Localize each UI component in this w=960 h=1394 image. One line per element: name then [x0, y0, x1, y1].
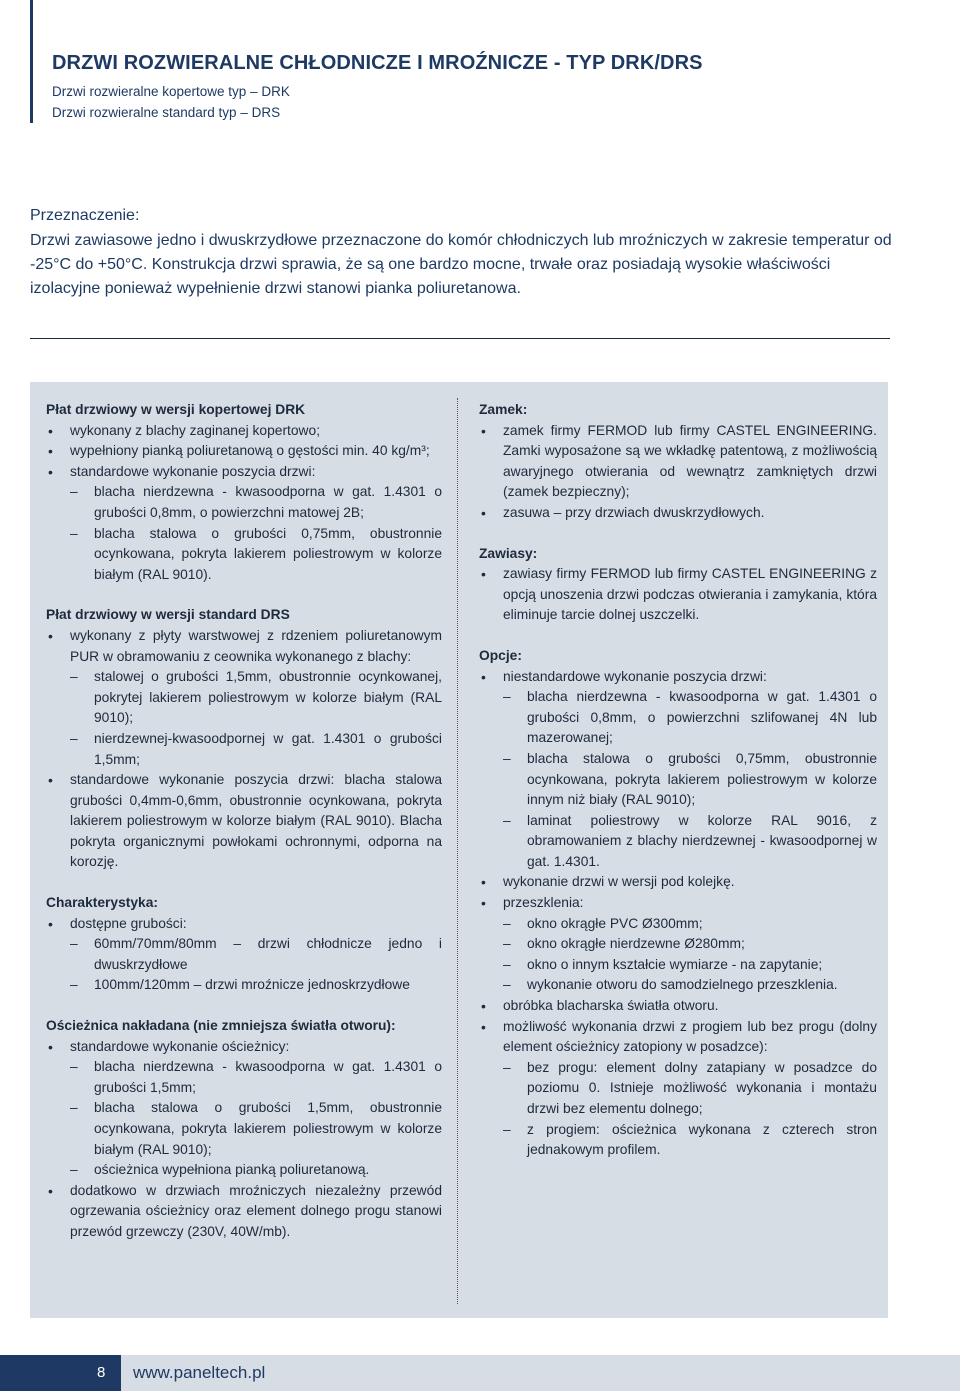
list-lock: [479, 421, 877, 524]
list-item: • niestandardowe wykonanie poszycia drzwi:: [479, 667, 877, 688]
section-title-lock: Zamek:: [479, 402, 528, 417]
list-subitem: – stalowej o grubości 1,5mm, obustronnie ocynkowanej, pokrytej lakierem poliestrowym w kolorze białym (RAL 9010);: [46, 667, 442, 729]
list-subitem: – blacha stalowa o grubości 0,75mm, obustronnie ocynkowana, pokryta lakierem poliestrowym w kolorze białym (RAL 9010).: [46, 524, 442, 586]
horizontal-divider: [30, 338, 890, 339]
website-url[interactable]: www.paneltech.pl: [133, 1363, 266, 1382]
list-subitem: – blacha nierdzewna - kwasoodporna w gat. 1.4301 o grubości 1,5mm;: [46, 1057, 442, 1098]
list-item: • standardowe wykonanie poszycia drzwi: blacha stalowa grubości 0,4mm-0,6mm, obustronnie ocynkowana, pokryta lakierem poliestrowym w kolorze białym (RAL 9010). Blacha pokryta organicznymi powłokami ochronnymi, odporna na korozję.: [46, 770, 442, 873]
list-subitem: – wykonanie otworu do samodzielnego przeszklenia.: [479, 975, 877, 996]
list-item: • obróbka blacharska światła otworu.: [479, 996, 877, 1017]
section-title-hinges: Zawiasy:: [479, 545, 538, 561]
list-subitem: – okno okrągłe PVC Ø300mm;: [479, 914, 877, 935]
list-subitem: – bez progu: element dolny zatapiany w posadzce do poziomu 0. Istnieje możliwość wykonania i montażu drzwi bez elementu dolnego;: [479, 1058, 877, 1120]
list-subitem: – okno okrągłe nierdzewne Ø280mm;: [479, 934, 877, 955]
list-subitem: – blacha stalowa o grubości 1,5mm, obustronnie ocynkowana, pokryta lakierem poliestrowym w kolorze białym (RAL 9010);: [46, 1098, 442, 1160]
section-title-options: Opcje:: [479, 647, 522, 663]
list-subitem: – blacha nierdzewna - kwasoodporna w gat. 1.4301 o grubości 0,8mm, o powierzchni matowej 2B;: [46, 482, 442, 523]
list-item: • dostępne grubości:: [46, 914, 442, 935]
left-column: [46, 400, 442, 1243]
list-subitem: – blacha stalowa o grubości 0,75mm, obustronnie ocynkowana, pokryta lakierem poliestrowym w kolorze innym niż biały (RAL 9010);: [479, 749, 877, 811]
list-subitem: – nierdzewnej-kwasoodpornej w gat. 1.4301 o grubości 1,5mm;: [46, 729, 442, 770]
column-divider: [457, 398, 458, 1304]
subtitle-drk: Drzwi rozwieralne kopertowe typ – DRK: [52, 84, 290, 99]
list-subitem: – 100mm/120mm – drzwi mroźnicze jednoskrzydłowe: [46, 975, 442, 996]
list-options: [479, 667, 877, 1161]
list-item: • możliwość wykonania drzwi z progiem lub bez progu (dolny element ościeżnicy zatopiony w posadzce):: [479, 1017, 877, 1058]
list-item: • zawiasy firmy FERMOD lub firmy CASTEL ENGINEERING z opcją unoszenia drzwi podczas otwierania i zamykania, która eliminuje tarcie dolnej uszczelki.: [479, 564, 877, 626]
right-column: [479, 400, 877, 1161]
list-subitem: – blacha nierdzewna - kwasoodporna w gat. 1.4301 o grubości 0,8mm, o powierzchni szlifowanej 4N lub mazerowanej;: [479, 687, 877, 749]
list-item: • zamek firmy FERMOD lub firmy CASTEL ENGINEERING. Zamki wyposażone są we wkładkę patentową, z możliwością awaryjnego otwierania od wewnątrz zamkniętych drzwi (zamek bezpieczny);: [479, 421, 877, 503]
intro-text: Drzwi zawiasowe jedno i dwuskrzydłowe przeznaczone do komór chłodniczych lub mroźniczych w zakresie temperatur od -25°C do +50°C. Konstrukcja drzwi sprawia, że są one bardzo mocne, trwałe oraz posiadają wysokie właściwości izolacyjne ponieważ wypełnienie drzwi stanowi pianka poliuretanowa.: [30, 232, 892, 297]
list-subitem: – 60mm/70mm/80mm – drzwi chłodnicze jedno i dwuskrzydłowe: [46, 934, 442, 975]
section-title-characteristics: Charakterystyka:: [46, 895, 158, 911]
list-item: • wypełniony pianką poliuretanową o gęstości min. 40 kg/m³;: [46, 441, 442, 462]
intro-section: [30, 205, 892, 301]
list-subitem: – z progiem: ościeżnica wykonana z czterech stron jednakowym profilem.: [479, 1120, 877, 1161]
intro-label: Przeznaczenie:: [30, 207, 140, 224]
list-drs: [46, 626, 442, 873]
list-characteristics: [46, 914, 442, 996]
list-item: • wykonany z płyty warstwowej z rdzeniem poliuretanowym PUR w obramowaniu z ceownika wykonanego z blachy:: [46, 626, 442, 667]
list-item: • dodatkowo w drzwiach mroźniczych niezależny przewód ogrzewania ościeżnicy oraz element dolnego progu stanowi przewód grzewczy (230V, 40W/mb).: [46, 1181, 442, 1243]
list-item: • przeszklenia:: [479, 893, 877, 914]
header-accent-bar: [30, 0, 33, 123]
page-number: 8: [97, 1364, 106, 1381]
list-subitem: – ościeżnica wypełniona pianką poliuretanową.: [46, 1160, 442, 1181]
specification-panel: [30, 382, 888, 1318]
subtitle-drs: Drzwi rozwieralne standard typ – DRS: [52, 105, 281, 120]
list-item: • standardowe wykonanie poszycia drzwi:: [46, 462, 442, 483]
list-frame: [46, 1037, 442, 1243]
list-hinges: [479, 564, 877, 626]
list-drk: [46, 421, 442, 586]
section-title-frame: Ościeżnica nakładana (nie zmniejsza światła otworu):: [46, 1018, 396, 1034]
header: [52, 52, 703, 123]
list-item: • standardowe wykonanie ościeżnicy:: [46, 1037, 442, 1058]
list-subitem: – okno o innym kształcie wymiarze - na zapytanie;: [479, 955, 877, 976]
list-subitem: – laminat poliestrowy w kolorze RAL 9016, z obramowaniem z blachy nierdzewnej - kwasoodpornej w gat. 1.4301.: [479, 811, 877, 873]
list-item: • wykonanie drzwi w wersji pod kolejkę.: [479, 872, 877, 893]
section-title-drs: Płat drzwiowy w wersji standard DRS: [46, 607, 290, 623]
section-title-drk: Płat drzwiowy w wersji kopertowej DRK: [46, 402, 306, 417]
page-title: DRZWI ROZWIERALNE CHŁODNICZE I MROŹNICZE - TYP DRK/DRS: [52, 52, 703, 74]
list-item: • wykonany z blachy zaginanej kopertowo;: [46, 421, 442, 442]
list-item: • zasuwa – przy drzwiach dwuskrzydłowych.: [479, 503, 877, 524]
